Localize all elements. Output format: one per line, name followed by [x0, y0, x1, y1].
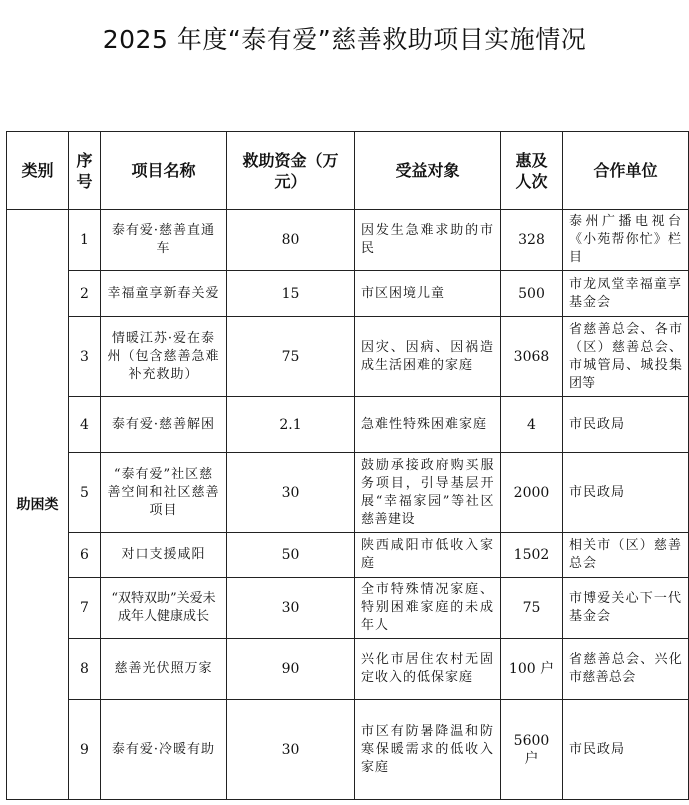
page-title: 2025 年度“泰有爱”慈善救助项目实施情况 — [102, 25, 587, 54]
funds-cell: 15 — [227, 271, 355, 317]
funds-cell: 30 — [227, 578, 355, 639]
seq-cell: 6 — [69, 533, 101, 578]
partner-cell: 相关市（区）慈善总会 — [563, 533, 689, 578]
people-cell: 100 户 — [501, 639, 563, 700]
category-cell: 助困类 — [7, 210, 69, 800]
people-cell: 4 — [501, 397, 563, 453]
beneficiary-cell: 市区有防暑降温和防寒保暖需求的低收入家庭 — [355, 700, 501, 800]
beneficiary-cell: 急难性特殊困难家庭 — [355, 397, 501, 453]
funds-cell: 30 — [227, 453, 355, 533]
seq-cell: 3 — [69, 317, 101, 397]
project-name-cell: 泰有爱·慈善直通车 — [101, 210, 227, 271]
beneficiary-cell: 全市特殊情况家庭、特别困难家庭的未成年人 — [355, 578, 501, 639]
people-cell: 3068 — [501, 317, 563, 397]
partner-cell: 省慈善总会、兴化市慈善总会 — [563, 639, 689, 700]
funds-cell: 80 — [227, 210, 355, 271]
seq-cell: 4 — [69, 397, 101, 453]
partner-cell: 市龙凤堂幸福童享基金会 — [563, 271, 689, 317]
partner-cell: 泰州广播电视台《小苑帮你忙》栏目 — [563, 210, 689, 271]
header-row — [7, 132, 689, 210]
table-row — [7, 453, 689, 533]
project-name-cell: 泰有爱·冷暖有助 — [101, 700, 227, 800]
project-name-cell: “双特双助”关爱未成年人健康成长 — [101, 578, 227, 639]
project-name-cell: “泰有爱”社区慈善空间和社区慈善项目 — [101, 453, 227, 533]
header-name: 项目名称 — [101, 132, 227, 210]
partner-cell: 市博爱关心下一代基金会 — [563, 578, 689, 639]
beneficiary-cell: 因灾、因病、因祸造成生活困难的家庭 — [355, 317, 501, 397]
table-row — [7, 210, 689, 271]
header-category: 类别 — [7, 132, 69, 210]
funds-cell: 50 — [227, 533, 355, 578]
seq-cell: 7 — [69, 578, 101, 639]
funds-cell: 30 — [227, 700, 355, 800]
project-name-cell: 幸福童享新春关爱 — [101, 271, 227, 317]
people-cell: 5600 户 — [501, 700, 563, 800]
seq-cell: 9 — [69, 700, 101, 800]
seq-cell: 8 — [69, 639, 101, 700]
partner-cell: 市民政局 — [563, 700, 689, 800]
header-beneficiary: 受益对象 — [355, 132, 501, 210]
seq-cell: 1 — [69, 210, 101, 271]
header-people: 惠及人次 — [501, 132, 563, 210]
seq-cell: 2 — [69, 271, 101, 317]
beneficiary-cell: 兴化市居住农村无固定收入的低保家庭 — [355, 639, 501, 700]
beneficiary-cell: 陕西咸阳市低收入家庭 — [355, 533, 501, 578]
project-name-cell: 泰有爱·慈善解困 — [101, 397, 227, 453]
people-cell: 328 — [501, 210, 563, 271]
people-cell: 2000 — [501, 453, 563, 533]
header-funds: 救助资金（万元） — [227, 132, 355, 210]
table-row — [7, 578, 689, 639]
partner-cell: 市民政局 — [563, 397, 689, 453]
table-row — [7, 317, 689, 397]
people-cell: 1502 — [501, 533, 563, 578]
table-row — [7, 397, 689, 453]
partner-cell: 省慈善总会、各市（区）慈善总会、市城管局、城投集团等 — [563, 317, 689, 397]
beneficiary-cell: 鼓励承接政府购买服务项目，引导基层开展“幸福家园”等社区慈善建设 — [355, 453, 501, 533]
project-table — [6, 131, 689, 800]
table-row — [7, 533, 689, 578]
people-cell: 75 — [501, 578, 563, 639]
funds-cell: 75 — [227, 317, 355, 397]
people-cell: 500 — [501, 271, 563, 317]
table-row — [7, 271, 689, 317]
project-name-cell: 情暖江苏·爱在泰州（包含慈善急难补充救助） — [101, 317, 227, 397]
project-name-cell: 对口支援咸阳 — [101, 533, 227, 578]
table-row — [7, 700, 689, 800]
table-row — [7, 639, 689, 700]
beneficiary-cell: 市区困境儿童 — [355, 271, 501, 317]
funds-cell: 90 — [227, 639, 355, 700]
project-name-cell: 慈善光伏照万家 — [101, 639, 227, 700]
partner-cell: 市民政局 — [563, 453, 689, 533]
header-seq: 序号 — [69, 132, 101, 210]
beneficiary-cell: 因发生急难求助的市民 — [355, 210, 501, 271]
funds-cell: 2.1 — [227, 397, 355, 453]
header-partner: 合作单位 — [563, 132, 689, 210]
seq-cell: 5 — [69, 453, 101, 533]
